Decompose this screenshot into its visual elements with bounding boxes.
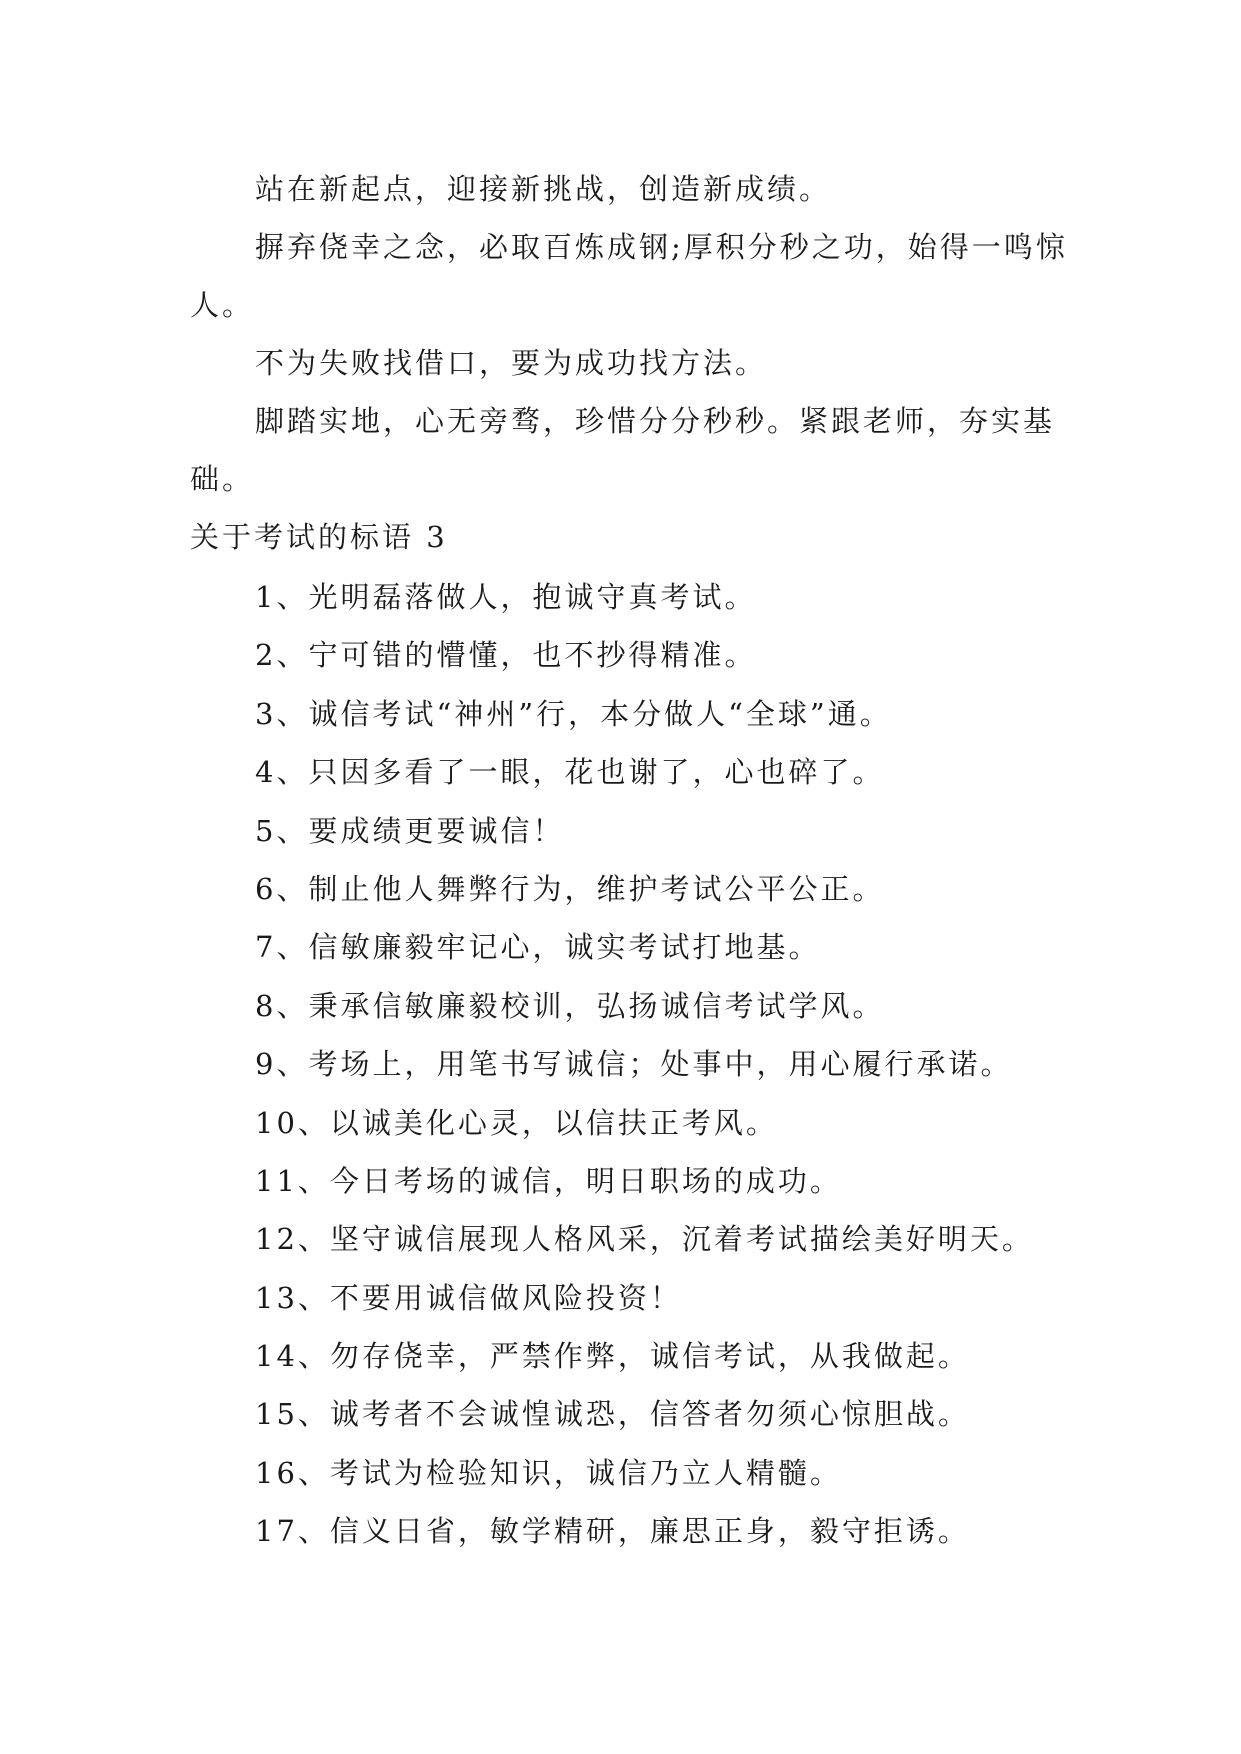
list-item: 14、勿存侥幸，严禁作弊，诚信考试，从我做起。 [255, 1339, 970, 1374]
paragraph-new-start: 站在新起点，迎接新挑战，创造新成绩。 [255, 172, 832, 206]
list-item: 15、诚考者不会诚惶诚恐，信答者勿须心惊胆战。 [255, 1397, 970, 1432]
list-item: 9、考场上，用笔书写诚信；处事中，用心履行承诺。 [255, 1047, 1013, 1082]
paragraph-down-to-earth: 脚踏实地，心无旁骛，珍惜分分秒秒。紧跟老师，夯实基础。 [190, 404, 1056, 496]
list-item: 2、宁可错的懵懂，也不抄得精准。 [255, 638, 757, 673]
list-item: 7、信敏廉毅牢记心，诚实考试打地基。 [255, 930, 821, 965]
list-item: 3、诚信考试“神州”行，本分做人“全球”通。 [255, 696, 892, 731]
list-item: 5、要成绩更要诚信！ [255, 813, 565, 848]
list-item: 12、坚守诚信展现人格风采，沉着考试描绘美好明天。 [255, 1222, 1034, 1257]
paragraph-abandon-luck: 摒弃侥幸之念，必取百炼成钢;厚积分秒之功，始得一鸣惊人。 [190, 230, 1068, 322]
section-heading: 关于考试的标语 3 [190, 520, 448, 554]
list-item: 4、只因多看了一眼，花也谢了，心也碎了。 [255, 755, 885, 790]
list-item: 6、制止他人舞弊行为，维护考试公平公正。 [255, 871, 885, 906]
list-item: 11、今日考场的诚信，明日职场的成功。 [255, 1163, 842, 1198]
slogan-list [255, 568, 1034, 1561]
list-item: 13、不要用诚信做风险投资！ [255, 1280, 682, 1315]
list-item: 17、信义日省，敏学精研，廉思正身，毅守拒诱。 [255, 1514, 970, 1549]
list-item: 8、秉承信敏廉毅校训，弘扬诚信考试学风。 [255, 988, 885, 1023]
paragraph-no-excuses: 不为失败找借口，要为成功找方法。 [255, 346, 768, 380]
list-item: 16、考试为检验知识，诚信乃立人精髓。 [255, 1455, 842, 1490]
list-item: 10、以诚美化心灵，以信扶正考风。 [255, 1105, 778, 1140]
list-item: 1、光明磊落做人，抱诚守真考试。 [255, 580, 757, 614]
